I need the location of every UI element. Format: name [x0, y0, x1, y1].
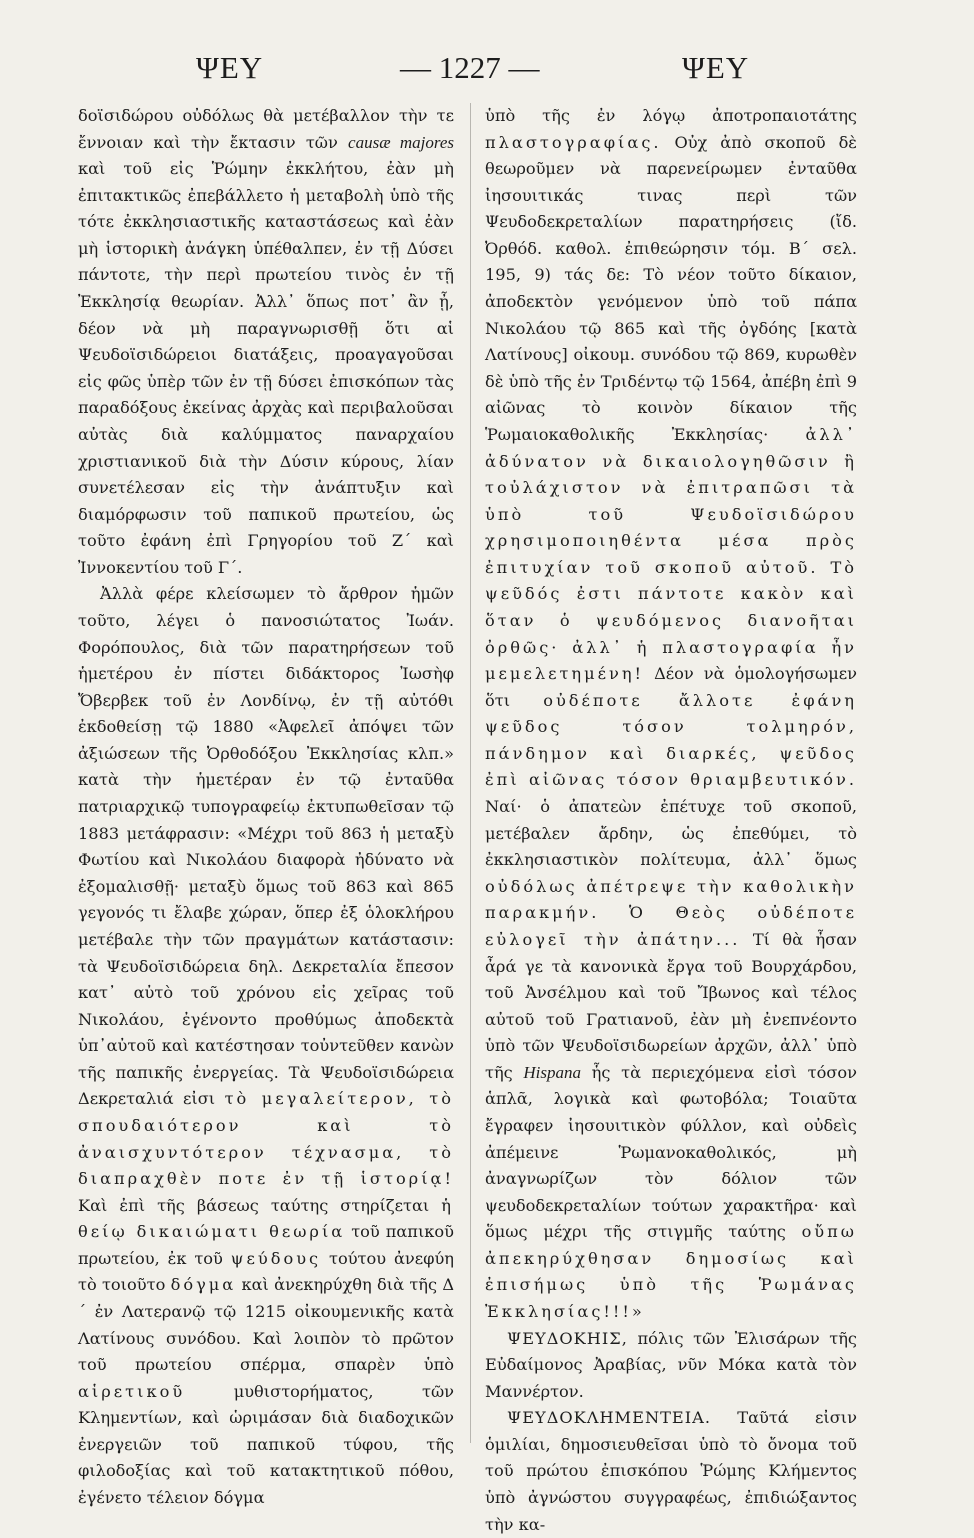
text-run: τούτου ἀνεφύη τὸ τοιοῦτο	[78, 1248, 454, 1295]
header-left-keyword: ΨΕΥ	[196, 50, 264, 85]
text-run: Ἀλλὰ φέρε κλείσωμεν τὸ ἄρθρον ἡμῶν τοῦτο, λέγει ὁ πανοσιώτατος Ἰωάν. Φορόπουλος, διὰ τῶν παρατηρήσεων τοῦ ἡμετέρου ἐν πίστει διδάκτορος Ἰωσὴφ Ὄβερβεκ τοῦ ἐν Λονδίνῳ, ἐν τῇ αὐτόθι ἐκδοθείσῃ τῷ 1880 «Ἀφελεῖ ἀπόψει τῶν ἀξιώσεων τῆς Ὀρθοδόξου Ἐκκλησίας κλπ.» κατὰ τὴν ἡμετέραν ἐν τῷ ἐνταῦθα πατριαρχικῷ τυπογραφείῳ ἐκτυπωθεῖσαν τῷ 1883 μετάφρασιν: «Μέχρι τοῦ 863 ἡ μεταξὺ Φωτίου καὶ Νικολάου διαφορὰ ἠδύνατο νὰ ἐξομαλισθῇ· μεταξὺ ὅμως τοῦ 863 καὶ 865 γεγονός τι ἔλαβε χώραν, ὅπερ ἐξ ὁλοκλήρου μετέβαλε τὴν τῶν πραγμάτων κατάστασιν: τὰ Ψευδοϊσιδώρεια δηλ. Δεκρεταλία ἔπεσον κατ᾽ αὐτὸ τοῦ χρόνου εἰς χεῖρας τοῦ Νικολάου, ἐγένοντο προθύμως ἀποδεκτὰ ὑπ᾽αὐτοῦ καὶ κατέστησαν τοὐντεῦθεν κανὼν τῆς παπικῆς ἐνεργείας. Τὰ Ψευδοϊσιδώρεια Δεκρεταλιά εἰσι	[78, 584, 454, 1109]
spaced-emphasis: τὸ μεγαλείτερον, τὸ σπουδαιότερον καὶ τὸ ἀναισχυντότερον τέχνασμα, τὸ διαπραχθὲν ποτε ἐν τῇ ἱστορίᾳ!	[78, 1089, 454, 1189]
right-column	[485, 103, 857, 1538]
spaced-emphasis: αἱρετικοῦ	[78, 1381, 186, 1401]
text-run: τοῦ παπικοῦ πρωτείου, ἐκ τοῦ	[78, 1222, 454, 1268]
spaced-emphasis: ψεύδους	[230, 1248, 322, 1268]
text-run: δοϊσιδώρου οὐδόλως θὰ μετέβαλλον τὴν τε ἔννοιαν καὶ τὴν ἔκτασιν τῶν	[78, 106, 454, 152]
text-run: Οὐχ ἀπὸ σκοποῦ δὲ θεωροῦμεν νὰ παρενείρωμεν ἐνταῦθα ἰησουιτικάς τινας περὶ τῶν Ψευδοδεκρεταλίων παρατηρήσεις (ἴδ. Ὀρθόδ. καθολ. ἐπιθεώρησιν τόμ. Β´ σελ. 195, 9) τάς δε: Τὸ νέον τοῦτο δίκαιον, ἀποδεκτὸν γενόμενον ὑπὸ τοῦ πάπα Νικολάου τῷ 865 καὶ τῆς ὀγδόης [κατὰ Λατίνους] οἰκουμ. συνόδου τῷ 869, κυρωθὲν δὲ ὑπὸ τῆς ἐν Τριδέντῳ τῷ 1564, ἀπέβη ἐπὶ 9 αἰῶνας τὸ κοινὸν δίκαιον τῆς Ῥωμαιοκαθολικῆς Ἐκκλησίας·	[485, 132, 857, 444]
entry-text: πόλις τῶν Ἐλισάρων τῆς Εὐδαίμονος Ἀραβίας, νῦν Μόκα κατὰ τὸν Μαννέρτον.	[485, 1328, 857, 1401]
right-paragraph-1	[485, 103, 857, 1326]
text-run: μυθιστορήματος, τῶν Κλημεντίων, καὶ ὡριμάσαν διὰ διαδοχικῶν ἐνεργειῶν τοῦ παπικοῦ τύφου, τῆς φιλοδοξίας καὶ τοῦ κατακτητικοῦ πόθου, ἐγένετο τέλειον δόγμα	[78, 1381, 454, 1508]
header-right-keyword: ΨΕΥ	[682, 50, 750, 85]
spaced-emphasis: ἀλλ᾽ ἀδύνατον νὰ δικαιολογηθῶσιν ἢ τοὐλάχιστον νὰ ἐπιτραπῶσι τὰ ὑπὸ τοῦ Ψευδοϊσιδώρου χρησιμοποιηθέντα μέσα πρὸς ἐπιτυχίαν τοῦ σκοποῦ αὐτοῦ. Τὸ ψεῦδός ἐστι πάντοτε κακὸν καὶ ὅταν ὁ ψευδόμενος διανοῆται ὀρθῶς· ἀλλ᾽ ἡ πλαστογραφία ἦν μεμελετημένη!	[485, 424, 857, 684]
page-number: — 1227 —	[400, 50, 540, 85]
spaced-emphasis: πλαστογραφίας.	[485, 132, 662, 152]
text-run: καὶ τοῦ εἰς Ῥώμην ἐκκλήτου, ἐὰν μὴ ἐπιτακτικῶς ἐπεβάλλετο ἡ μεταβολὴ ὑπὸ τῆς τότε ἐκκλησιαστικῆς καταστάσεως καὶ ἐὰν μὴ ἱστορικὴ ἀνάγκη ὑπέθαλπεν, ἐν τῇ Δύσει πάντοτε, τὴν περὶ πρωτείου τινὸς ἐν τῇ Ἐκκλησίᾳ θεωρίαν. Ἀλλ᾽ ὅπως ποτ᾽ ἂν ᾖ, δέον νὰ μὴ παραγνωρισθῇ ὅτι αἱ Ψευδοϊσιδώρειοι διατάξεις, προαγαγοῦσαι εἰς φῶς ὑπὲρ τῶν ἐν τῇ δύσει ἐπισκόπων τὰς παραδόξους ἐκείνας ἀρχὰς καὶ περιβαλοῦσαι αὐτὰς διὰ καλύμματος παναρχαίου χριστιανικοῦ διὰ τὴν Δύσιν κύρους, λίαν συνετέλεσαν εἰς τὴν ἀνάπτυξιν καὶ διαμόρφωσιν τοῦ παπικοῦ πρωτείου, ὡς τοῦτο ἐφάνη ἐπὶ Γρηγορίου τοῦ Ζ´ καὶ Ἰννοκεντίου τοῦ Γ´.	[78, 159, 454, 577]
column-divider	[470, 103, 471, 1443]
entry-headword: ΨΕΥΔΟΚΗΙΣ,	[507, 1328, 628, 1348]
entry-pseudoklementeia	[485, 1405, 857, 1538]
spaced-emphasis: οὔπω ἀπεκηρύχθησαν δημοσίως καὶ ἐπισήμως ὑπὸ τῆς Ῥωμάνας Ἐκκλησίας!!!»	[485, 1222, 857, 1322]
spaced-emphasis: δόγμα	[170, 1275, 237, 1295]
left-paragraph-1	[78, 103, 454, 581]
text-run: Ναί· ὁ ἀπατεὼν ἐπέτυχε τοῦ σκοποῦ, μετέβαλεν ἄρδην, ὡς ἐπεθύμει, τὸ ἐκκλησιαστικὸν πολίτευμα, ἀλλ᾽ ὅμως	[485, 797, 857, 870]
entry-headword: ΨΕΥΔΟΚΛΗΜΕΝΤΕΙΑ.	[507, 1408, 711, 1428]
text-run: ἧς τὰ περιεχόμενα εἰσὶ τόσον ἁπλᾶ, λογικὰ καὶ φωτοβόλα; Τοιαῦτα ἔγραφεν ἰησουιτικὸν φύλλον, καὶ οὐδεὶς ἀπέμεινε Ῥωμανοκαθολικός, μὴ ἀναγνωρίζων τὸν δόλιον τῶν ψευδοδεκρεταλίων τούτων χαρακτῆρα· καὶ ὅμως μέχρι τῆς στιγμῆς ταύτης	[485, 1062, 857, 1242]
left-paragraph-2	[78, 581, 454, 1511]
left-column	[78, 103, 454, 1512]
spaced-emphasis: ἡ θείῳ δικαιώματι θεωρία	[78, 1195, 454, 1242]
latin-term: Hispana	[523, 1062, 582, 1082]
spaced-emphasis: οὐδέποτε ἄλλοτε ἐφάνη ψεῦδος τόσον τολμηρόν, πάνδημον καὶ διαρκές, ψεῦδος ἐπὶ αἰῶνας τόσον θριαμβευτικόν.	[485, 690, 858, 790]
running-header	[0, 50, 974, 100]
text-run: Δέον νὰ ὁμολογήσωμεν ὅτι	[485, 664, 857, 710]
spaced-emphasis: οὐδόλως ἀπέτρεψε τὴν καθολικὴν παρακμήν. Ὁ Θεὸς οὐδέποτε εὐλογεῖ τὴν ἀπάτην...	[485, 876, 857, 949]
text-run: Καὶ ἐπὶ τῆς βάσεως ταύτης στηρίζεται	[78, 1195, 442, 1215]
latin-term: causæ majores	[348, 132, 454, 152]
entry-pseudokeis	[485, 1326, 857, 1406]
text-run: Τί θὰ ἦσαν ἆρά γε τὰ κανονικὰ ἔργα τοῦ Βουρχάρδου, τοῦ Ἀνσέλμου καὶ τοῦ Ἴβωνος καὶ τέλος αὐτοῦ τοῦ Γρατιανοῦ, ἐὰν μὴ ἐνεπνέοντο ὑπὸ τῶν Ψευδοϊσιδωρείων ἀρχῶν, ἀλλ᾽ ὑπὸ τῆς	[485, 929, 857, 1082]
text-run: ὑπὸ τῆς ἐν λόγῳ ἀποτροπαιοτάτης	[485, 106, 857, 125]
text-run: καὶ ἀνεκηρύχθη διὰ τῆς Δ´ ἐν Λατερανῷ τῷ 1215 οἰκουμενικῆς κατὰ Λατίνους συνόδου. Καὶ λοιπὸν τὸ πρῶτον τοῦ πρωτείου σπέρμα, σπαρὲν ὑπὸ	[78, 1275, 455, 1375]
entry-text: Ταῦτά εἰσιν ὁμιλίαι, δημοσιευθεῖσαι ὑπὸ τὸ ὄνομα τοῦ τοῦ πρώτου ἐπισκόπου Ῥώμης Κλήμεντος ὑπὸ ἀγνώστου συγγραφέως, ἐπιδιώξαντος τὴν κα-	[485, 1408, 857, 1534]
